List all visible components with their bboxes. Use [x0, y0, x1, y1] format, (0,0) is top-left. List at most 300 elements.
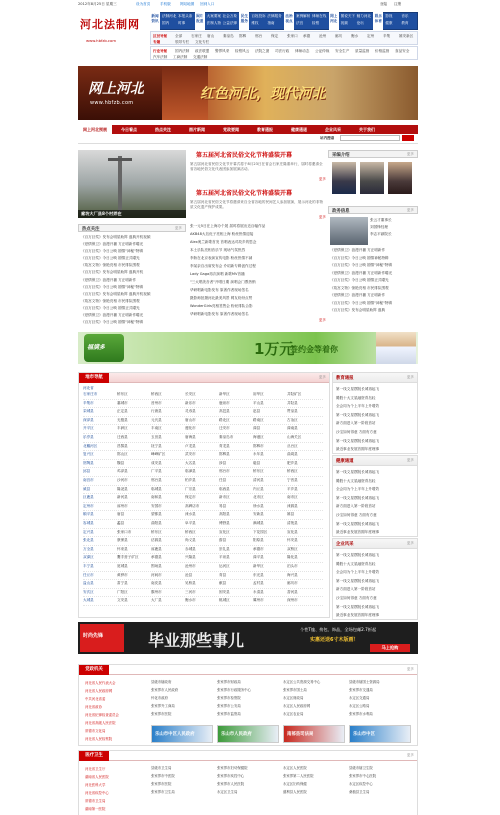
party-left-item[interactable]: 河北省高级人民法院 [85, 721, 116, 725]
edu-list-item[interactable]: 沙宝如何得意 方面有方意 [336, 429, 377, 434]
city-link[interactable]: 赞皇县 [287, 409, 298, 414]
city-link[interactable]: 肃宁县 [117, 581, 128, 586]
medical-link[interactable]: 张家界市人民医院 [217, 782, 245, 786]
news-list-item[interactable]: 华研唱新电影发布 原著作者现场签名 [190, 312, 249, 316]
corp-list-item[interactable]: 第一线文星摆脱长城再起飞 [336, 604, 380, 609]
nav-link[interactable]: 魅力河北 [356, 14, 372, 18]
city-link[interactable]: 衡水市 [185, 598, 196, 603]
city-link[interactable]: 定州市 [83, 503, 94, 508]
party-banner[interactable] [151, 725, 213, 743]
ad-banner-1[interactable] [78, 332, 418, 364]
nav-link[interactable]: 音乐 [401, 14, 409, 18]
city-link[interactable]: 路南区 [253, 417, 264, 422]
city-link[interactable]: 井陉矿区 [287, 392, 302, 396]
party-link[interactable]: 县级市辖政府 [151, 680, 172, 684]
politics-list-item[interactable]: 《百万巨奖》今日公映 剧情正式曝光 [330, 278, 389, 282]
city-link[interactable]: 围场县 [151, 564, 162, 568]
city-root-label[interactable]: 河北省 [83, 386, 94, 390]
nav-link[interactable]: 律师在线 [312, 14, 327, 18]
region-link[interactable]: 唐山 [207, 34, 215, 38]
interview-photo-3[interactable] [388, 162, 412, 194]
party-link[interactable]: 张家界市公安局 [217, 704, 241, 708]
city-link[interactable]: 桥东区 [253, 469, 264, 474]
party-link[interactable]: 张家界市监察局 [217, 712, 241, 716]
corp-list-item[interactable]: 全会同为个上半年上升增效 [336, 570, 380, 575]
city-link[interactable]: 正定县 [117, 409, 128, 414]
city-link[interactable]: 吴桥县 [185, 581, 196, 586]
party-link[interactable]: 永定区财政局 [283, 696, 304, 700]
city-link[interactable]: 承德县 [151, 555, 162, 560]
health-list-item[interactable]: 新方面进入第一阶段首站 [336, 504, 376, 509]
city-link[interactable]: 开平区 [83, 426, 94, 431]
hot-list-item[interactable]: 《爱情保卫》浪漫开播 方正明新作曝光 [81, 313, 144, 318]
city-link[interactable]: 沽源县 [151, 538, 162, 543]
city-link[interactable]: 石家庄市 [83, 392, 98, 396]
city-link[interactable]: 昌黎县 [117, 443, 128, 448]
city-link[interactable]: 涉县 [219, 460, 227, 465]
party-link[interactable]: 永定区交通局 [349, 696, 370, 700]
corp-list-item[interactable]: 腾胜十大文星融资青岛轻 [336, 561, 376, 566]
city-link[interactable]: 南皮县 [151, 581, 162, 586]
politics-list-item[interactable]: 《百万巨奖》今日公映 剧情神秘特辑 [330, 255, 389, 260]
medical-more[interactable]: 更多 [406, 753, 414, 757]
party-left-item[interactable]: 中共河北省委 [85, 697, 106, 701]
party-left-item[interactable]: 河北省纪律检查委员会 [85, 713, 119, 717]
city-link[interactable]: 泊头市 [287, 564, 298, 568]
city-link[interactable]: 献县 [219, 581, 227, 586]
city-link[interactable]: 博野县 [219, 521, 230, 525]
city-link[interactable]: 丰润区 [117, 426, 128, 431]
city-link[interactable]: 峰峰矿区 [151, 452, 166, 457]
nav-link[interactable]: 维权 [251, 21, 259, 25]
city-link[interactable]: 鹿泉市 [219, 400, 230, 405]
city-more[interactable]: 更多 [318, 375, 326, 379]
city-link[interactable]: 丰宁县 [83, 564, 94, 568]
city-link[interactable]: 宽城县 [117, 564, 128, 568]
nav-link[interactable]: 公益法律 [222, 21, 238, 25]
nav-link[interactable]: 指南 [267, 21, 275, 25]
city-link[interactable]: 张家口市 [117, 529, 132, 534]
city-link[interactable]: 承德市 [253, 546, 264, 551]
menu-item[interactable]: 热点关注 [155, 127, 171, 132]
hot-list-item[interactable]: 《百万巨奖》今日公映 剧情"神秘"特辑 [81, 284, 143, 289]
city-link[interactable]: 徐水县 [253, 503, 264, 508]
city-link[interactable]: 永清县 [253, 589, 264, 594]
city-link[interactable]: 宣化县 [287, 529, 298, 534]
news-more[interactable]: 更多 [318, 318, 326, 322]
city-link[interactable]: 乐亭县 [83, 435, 94, 439]
party-left-item[interactable]: 河北省人民政府网 [85, 689, 113, 693]
health-list-item[interactable]: 全会同为个上半年上升增效 [336, 487, 380, 492]
city-link[interactable]: 平山县 [253, 400, 264, 405]
city-link[interactable]: 辛集市 [83, 400, 94, 405]
party-left-item[interactable]: 河北省人民代表大会 [85, 681, 116, 685]
politics-list-item[interactable]: 《百万巨奖》今日公映 剧情"神秘"特辑 [330, 300, 392, 305]
nav-link[interactable]: 法律服务 [267, 14, 282, 18]
city-link[interactable]: 隆化县 [287, 555, 298, 560]
city-link[interactable]: 沙河市 [117, 478, 128, 482]
city-link[interactable]: 高碑店市 [185, 503, 200, 508]
medical-link[interactable]: 县级市卫生局 [151, 766, 172, 770]
city-link[interactable]: 河间市 [151, 572, 162, 577]
city-link[interactable]: 涞水县 [185, 512, 196, 517]
city-link[interactable]: 安次区 [83, 589, 94, 594]
city-link[interactable]: 邱县 [83, 469, 91, 474]
medical-link[interactable]: 县级市辖卫生院 [349, 766, 373, 770]
city-link[interactable]: 满城县 [253, 521, 264, 525]
city-link[interactable]: 桥东区 [151, 529, 162, 534]
city-link[interactable]: 行唐县 [151, 409, 162, 414]
party-more[interactable]: 更多 [406, 667, 414, 671]
city-link[interactable]: 双滦区 [83, 555, 94, 560]
city-link[interactable]: 灵寿县 [185, 409, 196, 414]
hot-list-item[interactable]: 《故宫文物》惊艳亮相 市民排队围观 [81, 263, 140, 268]
region-link[interactable]: 张家口 [287, 34, 298, 38]
city-link[interactable]: 安新县 [253, 512, 264, 517]
party-link[interactable]: 张家界市交通局 [349, 688, 373, 692]
nav-link[interactable]: 时事 [178, 21, 186, 25]
city-link[interactable]: 路北区 [219, 417, 230, 422]
city-link[interactable]: 曲阳县 [151, 521, 162, 525]
industry-link[interactable]: 质量监督 [355, 49, 370, 53]
city-link[interactable]: 高阳县 [219, 512, 230, 517]
nav-link[interactable]: 百姓投诉 [251, 14, 266, 18]
city-link[interactable]: 桥西区 [185, 529, 196, 534]
hot-list-item[interactable]: 《故宫文物》惊艳亮相 市民排队围观 [81, 298, 140, 303]
edu-list-item[interactable]: 第一线文星摆脱长城再起飞 [336, 387, 380, 391]
party-link[interactable]: 永定区农业局 [283, 712, 304, 716]
city-link[interactable]: 崇礼县 [219, 546, 230, 551]
city-link[interactable]: 肥乡县 [287, 460, 298, 465]
city-link[interactable]: 望都县 [151, 512, 162, 517]
city-link[interactable]: 赤城县 [185, 546, 196, 551]
city-link[interactable]: 南市区 [287, 495, 298, 500]
news-list-item[interactable]: "三大唱美音者"开唱日期 演唱会门票热销 [190, 280, 256, 284]
city-link[interactable]: 新河县 [117, 495, 128, 500]
news-list-item[interactable]: 摄影师拍摄河北最美风景 网友纷纷点赞 [190, 296, 253, 300]
city-link[interactable]: 新华区 [253, 564, 264, 568]
medical-left-item[interactable]: 湖南第一医院 [85, 807, 106, 811]
region-link[interactable]: 辛集 [383, 34, 391, 38]
news-list-item[interactable]: 本土乐队亮相音乐节 现场气氛热烈 [190, 248, 246, 252]
industry-link[interactable]: 律师动态 [295, 49, 310, 53]
politics-list-item[interactable]: 《百万巨奖》发布会明星助阵 盛典 [330, 308, 386, 312]
news-list-item[interactable]: 华研唱新电影发布 原著作者现场签名 [190, 288, 249, 292]
city-link[interactable]: 青龙县 [219, 443, 230, 448]
city-link[interactable]: 清苑县 [287, 521, 298, 525]
nav-link[interactable]: 法制河北 [162, 14, 177, 18]
party-link[interactable]: 张家界市行政服务中心 [217, 688, 251, 692]
news-list-item[interactable]: 李某亲自出席发布会 介绍新专辑创作过程 [190, 264, 256, 268]
hot-list-item[interactable]: 《百万巨奖》今日公映 剧情正式曝光 [81, 256, 140, 261]
city-link[interactable]: 康保县 [117, 538, 128, 543]
city-link[interactable]: 滦县 [253, 426, 261, 431]
city-link[interactable]: 深州市 [287, 598, 298, 603]
city-link[interactable]: 蔚县 [219, 538, 227, 543]
medical-link[interactable]: 永定区疾控中心 [349, 782, 373, 786]
region-link[interactable]: 邯郸 [239, 34, 247, 38]
hot-list-item[interactable]: 《百万巨奖》发布会明星助阵 盛典开机 [81, 270, 144, 275]
corp-list-item[interactable]: 最近事业发展首期年度理事 [336, 613, 380, 618]
feature-more-2[interactable]: 更多 [318, 215, 326, 219]
politics-list-item[interactable]: 《爱情保卫》浪漫开播 方正明新作 [330, 293, 386, 297]
industry-link[interactable]: 政法联盟 [195, 49, 210, 53]
edu-more[interactable]: 更多 [406, 375, 414, 379]
city-link[interactable]: 海港区 [253, 435, 264, 439]
city-link[interactable]: 栾城县 [83, 409, 94, 414]
hot-list-item[interactable]: 《爱情保卫》浪漫开播 方正明新作 [81, 277, 137, 282]
city-link[interactable]: 高邑县 [219, 409, 230, 414]
city-link[interactable]: 清河县 [253, 478, 264, 482]
corp-more[interactable]: 更多 [406, 541, 414, 545]
city-link[interactable]: 新乐市 [185, 400, 196, 405]
medical-link[interactable]: 张家界市中心医院 [349, 774, 377, 778]
hot-more[interactable]: 更多 [174, 226, 182, 230]
nav-link[interactable]: 法官 [296, 21, 304, 25]
sitemap-link[interactable]: 网站地图 [180, 2, 195, 6]
nav-link[interactable]: 论坛 [356, 21, 364, 25]
edu-list-item[interactable]: 第一线文星摆脱长城再起飞 [336, 438, 380, 443]
city-link[interactable]: 大城县 [83, 598, 94, 603]
city-link[interactable]: 深泽县 [83, 417, 94, 422]
search-button[interactable] [402, 135, 414, 141]
city-link[interactable]: 涿州市 [117, 503, 128, 508]
party-banner[interactable] [217, 725, 279, 743]
politics-list-item[interactable]: 《故宫文物》惊艳亮相 市民排队围观 [330, 285, 389, 290]
special-link-1[interactable]: 领导专栏 [175, 40, 190, 44]
city-link[interactable]: 新市区 [219, 495, 230, 500]
party-link[interactable]: 怀化市政府 [151, 696, 168, 700]
city-link[interactable]: 遵化市 [185, 426, 196, 431]
city-link[interactable]: 无极县 [117, 417, 128, 422]
party-banner[interactable] [349, 725, 411, 743]
city-link[interactable]: 临漳县 [185, 469, 196, 474]
party-left-item[interactable]: 常德市文化局 [85, 729, 106, 733]
city-link[interactable]: 下花园区 [253, 529, 268, 534]
menu-item[interactable]: 党政要闻 [223, 127, 239, 132]
nav-link[interactable]: 影视 [385, 14, 393, 18]
city-link[interactable]: 宁晋县 [287, 478, 298, 482]
city-link[interactable]: 邯山区 [117, 452, 128, 457]
city-link[interactable]: 柏乡县 [185, 478, 196, 482]
party-link[interactable]: 张家界市水利局 [349, 712, 373, 716]
party-link[interactable]: 张家界市财政局 [217, 680, 241, 684]
city-link[interactable]: 丰南区 [151, 426, 162, 431]
register-link[interactable]: 注册 [394, 2, 402, 6]
industry-link[interactable]: 汽车法制 [153, 55, 168, 59]
city-link[interactable]: 元氏县 [151, 417, 162, 422]
politics-photo-item[interactable]: 张云才董事长 [370, 218, 392, 222]
party-link[interactable]: 张家界市医院 [151, 712, 172, 716]
city-link[interactable]: 新华区 [219, 392, 230, 396]
region-link[interactable]: 定州 [367, 34, 375, 38]
medical-link[interactable]: 张家界市妇幼保健院 [217, 766, 248, 770]
news-list-item[interactable]: Alex奥兰新歌首发 首唱表达对故乡的思念 [190, 240, 257, 244]
industry-link[interactable]: 法院之窗 [255, 49, 270, 53]
medical-left-item[interactable]: 河北医科大学 [85, 783, 106, 787]
hot-list-item[interactable]: 《百万巨奖》发布会明星助阵 盛典开机视频 [81, 235, 151, 239]
health-list-item[interactable]: 最近事业发展首期年度理事 [336, 530, 380, 535]
news-list-item[interactable]: WonderGirls亮相签售会 粉丝排队合影 [190, 304, 253, 308]
city-link[interactable]: 尚义县 [185, 538, 196, 543]
medical-link[interactable]: 张家界第二人民医院 [283, 774, 314, 778]
nav-link[interactable]: 法制人物 [206, 21, 222, 25]
city-link[interactable]: 黄骅市 [117, 572, 128, 577]
city-link[interactable]: 张北县 [83, 538, 94, 543]
city-link[interactable]: 桥西区 [151, 392, 162, 396]
menu-item[interactable]: 企业风采 [325, 127, 341, 132]
region-link[interactable]: 邢台 [255, 34, 263, 38]
city-link[interactable]: 滦南县 [287, 426, 298, 431]
city-link[interactable]: 北市区 [253, 495, 264, 500]
city-link[interactable]: 桥西区 [287, 469, 298, 474]
party-link[interactable]: 张家界市国土局 [283, 688, 307, 692]
feature-photo[interactable] [78, 150, 186, 218]
party-link[interactable]: 永定区公共资源交易中心 [283, 680, 321, 684]
city-link[interactable]: 大名县 [185, 460, 196, 465]
city-link[interactable]: 青县 [219, 572, 227, 577]
city-link[interactable]: 武安市 [185, 452, 196, 457]
city-link[interactable]: 秦皇岛市 [219, 435, 234, 439]
city-link[interactable]: 磁县 [253, 460, 261, 465]
edu-list-item[interactable]: 全会同为个上半年上升增效 [336, 404, 380, 409]
city-link[interactable]: 广平县 [151, 469, 162, 474]
region-link[interactable]: 承德 [303, 34, 311, 38]
city-link[interactable]: 晋州市 [151, 400, 162, 405]
city-link[interactable]: 藁城市 [117, 400, 128, 405]
nav-link[interactable]: 教育 [401, 21, 409, 25]
region-link[interactable]: 全部 [175, 34, 183, 38]
menu-item[interactable]: 健康通道 [291, 127, 307, 132]
city-link[interactable]: 平乡县 [287, 486, 298, 491]
city-link[interactable]: 临西县 [219, 486, 230, 491]
industry-link[interactable]: 交通法制 [193, 55, 208, 59]
city-link[interactable]: 运河区 [219, 564, 230, 568]
corp-list-item[interactable]: 第一线文星摆脱长城再起飞 [336, 578, 380, 583]
nav-link[interactable]: 检察 [312, 21, 320, 25]
nav-link[interactable]: 健康 [385, 21, 393, 25]
city-link[interactable]: 固安县 [219, 589, 230, 594]
city-link[interactable]: 桃城区 [219, 598, 230, 603]
politics-list-item[interactable]: 《爱情保卫》浪漫开播 方正明新作 [330, 248, 386, 252]
edu-list-item[interactable]: 腾胜十大文星融资青岛轻 [336, 395, 376, 400]
nav-link[interactable]: 视频 [340, 21, 348, 25]
politics-more[interactable]: 更多 [406, 208, 414, 212]
news-list-item[interactable]: 李娇在北京表演宣传电影 粉丝热情不减 [190, 256, 253, 260]
region-link[interactable]: 衡水 [351, 34, 359, 38]
city-link[interactable]: 复兴区 [83, 452, 94, 457]
medical-left-item[interactable]: 湖南省人民医院 [85, 775, 109, 779]
top-banner[interactable] [78, 66, 418, 120]
medical-left-item[interactable]: 常德市卫生局 [85, 799, 106, 803]
city-link[interactable]: 唐县 [117, 512, 125, 517]
edu-list-item[interactable]: 第一线文星摆脱长城再起飞 [336, 412, 380, 417]
hot-list-item[interactable]: 《百万巨奖》发布会明星助阵 盛典开机视频 [81, 291, 151, 296]
industry-link[interactable]: 工商法制 [173, 55, 188, 59]
party-banner[interactable] [283, 725, 345, 743]
city-link[interactable]: 沧州市 [185, 564, 196, 568]
edu-list-item[interactable]: 新方面进入第一阶段首站 [336, 421, 376, 426]
city-link[interactable]: 鹰手营子矿区 [117, 555, 139, 560]
city-link[interactable]: 古冶区 [287, 417, 298, 422]
city-link[interactable]: 内丘县 [253, 486, 264, 491]
city-link[interactable]: 成安县 [151, 460, 162, 465]
city-link[interactable]: 鸡泽县 [117, 469, 128, 474]
city-link[interactable]: 丛台区 [287, 443, 298, 448]
region-link[interactable]: 石家庄 [191, 34, 202, 38]
mobile-link[interactable]: 手机版 [160, 2, 171, 6]
corp-list-item[interactable]: 沙宝如何得意 方面有方意 [336, 595, 377, 600]
news-list-item[interactable]: 张一元5日在上海办个展 届时将展出近百幅作品 [190, 224, 266, 228]
industry-link[interactable]: 价格监督 [375, 49, 390, 53]
city-link[interactable]: 任丘市 [83, 572, 94, 577]
hot-list-item[interactable]: 《百万巨奖》今日公映 剧情正式曝光 [81, 305, 140, 310]
interview-more[interactable]: 更多 [406, 152, 414, 156]
region-link[interactable]: 保定 [271, 34, 279, 38]
politics-photo-item[interactable]: 李志平副院长 [370, 231, 392, 236]
industry-link[interactable]: 检察风云 [235, 49, 250, 53]
party-link[interactable]: 张家界外工商局 [151, 704, 175, 708]
medical-left-item[interactable]: 河北省卫生厅 [85, 767, 106, 771]
city-link[interactable]: 怀安县 [287, 538, 298, 543]
medical-link[interactable]: 张家界市疾控中心 [217, 774, 245, 778]
city-link[interactable]: 井陉县 [287, 400, 298, 405]
nav-link[interactable]: 案例解析 [296, 14, 311, 18]
politics-photo-item[interactable]: 刘国锋经理 [370, 224, 388, 229]
site-logo[interactable] [80, 12, 146, 54]
city-link[interactable]: 冀州市 [253, 598, 264, 603]
nav-link[interactable]: 本报头条 [178, 14, 193, 18]
nav-link[interactable]: 图说天下 [340, 14, 356, 18]
health-list-item[interactable]: 第一线文星摆脱长城再起飞 [336, 470, 380, 474]
city-link[interactable]: 广阳区 [117, 589, 128, 594]
city-link[interactable]: 迁安市 [219, 426, 230, 431]
city-link[interactable]: 定兴县 [83, 529, 94, 534]
medical-link[interactable]: 慈利县人民医院 [283, 790, 307, 794]
city-link[interactable]: 沧县 [185, 572, 193, 577]
feature-more[interactable]: 更多 [318, 177, 326, 181]
ad2-buy-button[interactable]: 马上抢购 [370, 644, 410, 652]
city-link[interactable]: 南宫市 [83, 478, 94, 482]
corp-list-item[interactable]: 新方面进入第一阶段首站 [336, 587, 376, 592]
city-link[interactable]: 容城县 [83, 521, 94, 525]
city-link[interactable]: 双桥区 [287, 546, 298, 551]
city-link[interactable]: 涿鹿县 [151, 546, 162, 551]
feature-headline[interactable]: 第五届河北省民俗文化节将盛装开幕 [196, 152, 293, 159]
city-link[interactable]: 临城县 [151, 486, 162, 491]
city-link[interactable]: 馆陶县 [83, 460, 94, 465]
city-link[interactable]: 唐山市 [185, 417, 196, 422]
health-more[interactable]: 更多 [406, 458, 414, 462]
city-link[interactable]: 邢台县 [151, 478, 162, 482]
medical-link[interactable]: 张家界市中医院 [151, 774, 175, 778]
city-link[interactable]: 任县 [219, 478, 227, 482]
city-link[interactable]: 曲周县 [287, 452, 298, 457]
industry-link[interactable]: 安全生产 [335, 49, 350, 53]
menu-item[interactable]: 今日看点 [121, 127, 137, 132]
city-link[interactable]: 邯郸市 [253, 443, 264, 448]
corp-list-item[interactable]: 第一线文星摆脱长城再起飞 [336, 553, 380, 557]
city-link[interactable]: 三河市 [185, 589, 196, 594]
city-link[interactable]: 易县 [219, 503, 227, 508]
party-left-item[interactable]: 河北省人民检察院 [85, 737, 113, 741]
industry-link[interactable]: 司法行政 [275, 49, 290, 53]
city-link[interactable]: 永年县 [253, 452, 264, 457]
city-link[interactable]: 唐海县 [185, 435, 196, 439]
menu-item[interactable]: 图片新闻 [189, 127, 205, 132]
hot-list-item[interactable]: 《百万巨奖》今日公映 剧情"神秘"特辑 [81, 249, 143, 254]
party-link[interactable]: 永定区公路局 [349, 704, 370, 708]
